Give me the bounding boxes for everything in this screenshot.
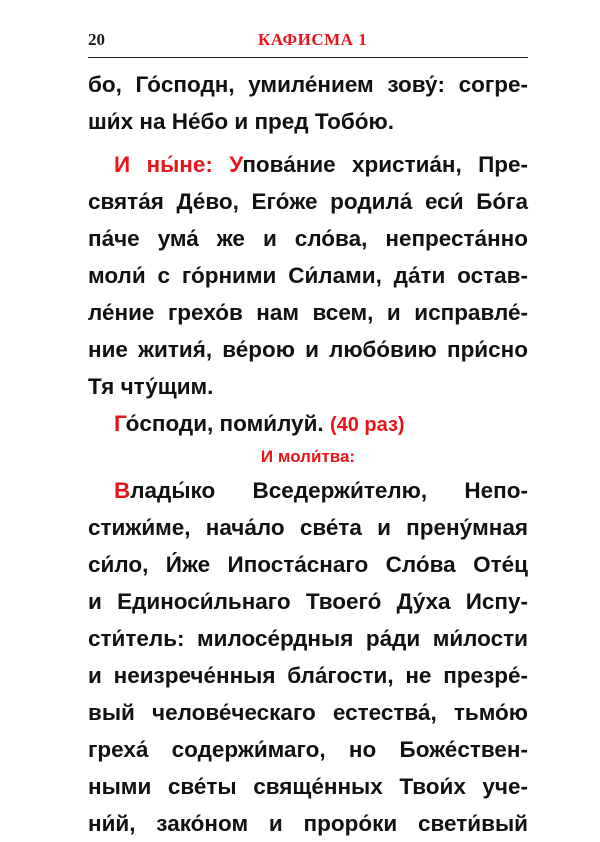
drop-initial: У <box>229 152 243 177</box>
text-line: ши́х на Не́бо и пред Тобо́ю. <box>88 109 395 134</box>
rubric-label: И ны́не: <box>114 152 213 177</box>
running-head: КАФИСМА 1 <box>258 30 368 49</box>
prayer-subheading: И моли́тва: <box>260 447 356 466</box>
text-line: сти́тель: милосе́рдныя ра́ди ми́лости <box>88 626 528 651</box>
text-line: моли́ с го́рними Си́лами, да́ти остав- <box>88 263 528 288</box>
text-line: вый челове́ческаго естества́, тьмо́ю <box>88 700 528 725</box>
text-line: свята́я Де́во, Его́же родила́ еси́ Бо́га <box>88 189 528 214</box>
page-body <box>88 66 528 842</box>
text-line: стижи́ме, нача́ло све́та и прену́мная <box>88 515 528 540</box>
text-line <box>88 146 528 183</box>
repetition-count: (40 раз) <box>329 414 405 436</box>
text-fragment: о́споди, поми́луй. <box>125 411 324 436</box>
header-rule <box>88 57 528 58</box>
text-line <box>88 405 528 442</box>
page-number: 20 <box>88 30 105 49</box>
text-line: Тя чту́щим. <box>88 374 214 399</box>
text-fragment: лады́ко Вседержи́телю, Непо- <box>130 478 528 503</box>
text-line: ни́й, зако́ном и проро́ки свети́вый <box>88 811 528 836</box>
text-line: и Единоси́льнаго Твоего́ Ду́ха Испу- <box>88 589 528 614</box>
text-line: си́ло, И́же Ипоста́снаго Сло́ва Оте́ц <box>88 552 528 577</box>
drop-initial: Г <box>114 411 126 436</box>
text-line <box>88 472 528 509</box>
text-line: ными све́ты свяще́нных Твои́х уче- <box>88 774 528 799</box>
text-line: греха́ содержи́маго, но Боже́ствен- <box>88 737 528 762</box>
text-line: бо, Го́сподн, умиле́нием зову́: согре- <box>88 72 528 97</box>
text-line: и неизрече́нныя бла́гости, не презре́- <box>88 663 528 688</box>
text-fragment: пова́ние христиа́н, Пре- <box>242 152 528 177</box>
text-line: ле́ние грехо́в нам всем, и исправле́- <box>88 300 528 325</box>
text-line: па́че ума́ же и сло́ва, непреста́нно <box>88 226 528 251</box>
text-line: ние жития́, ве́рою и любо́вию при́сно <box>88 337 528 362</box>
page-header <box>88 30 528 54</box>
drop-initial: В <box>114 478 131 503</box>
